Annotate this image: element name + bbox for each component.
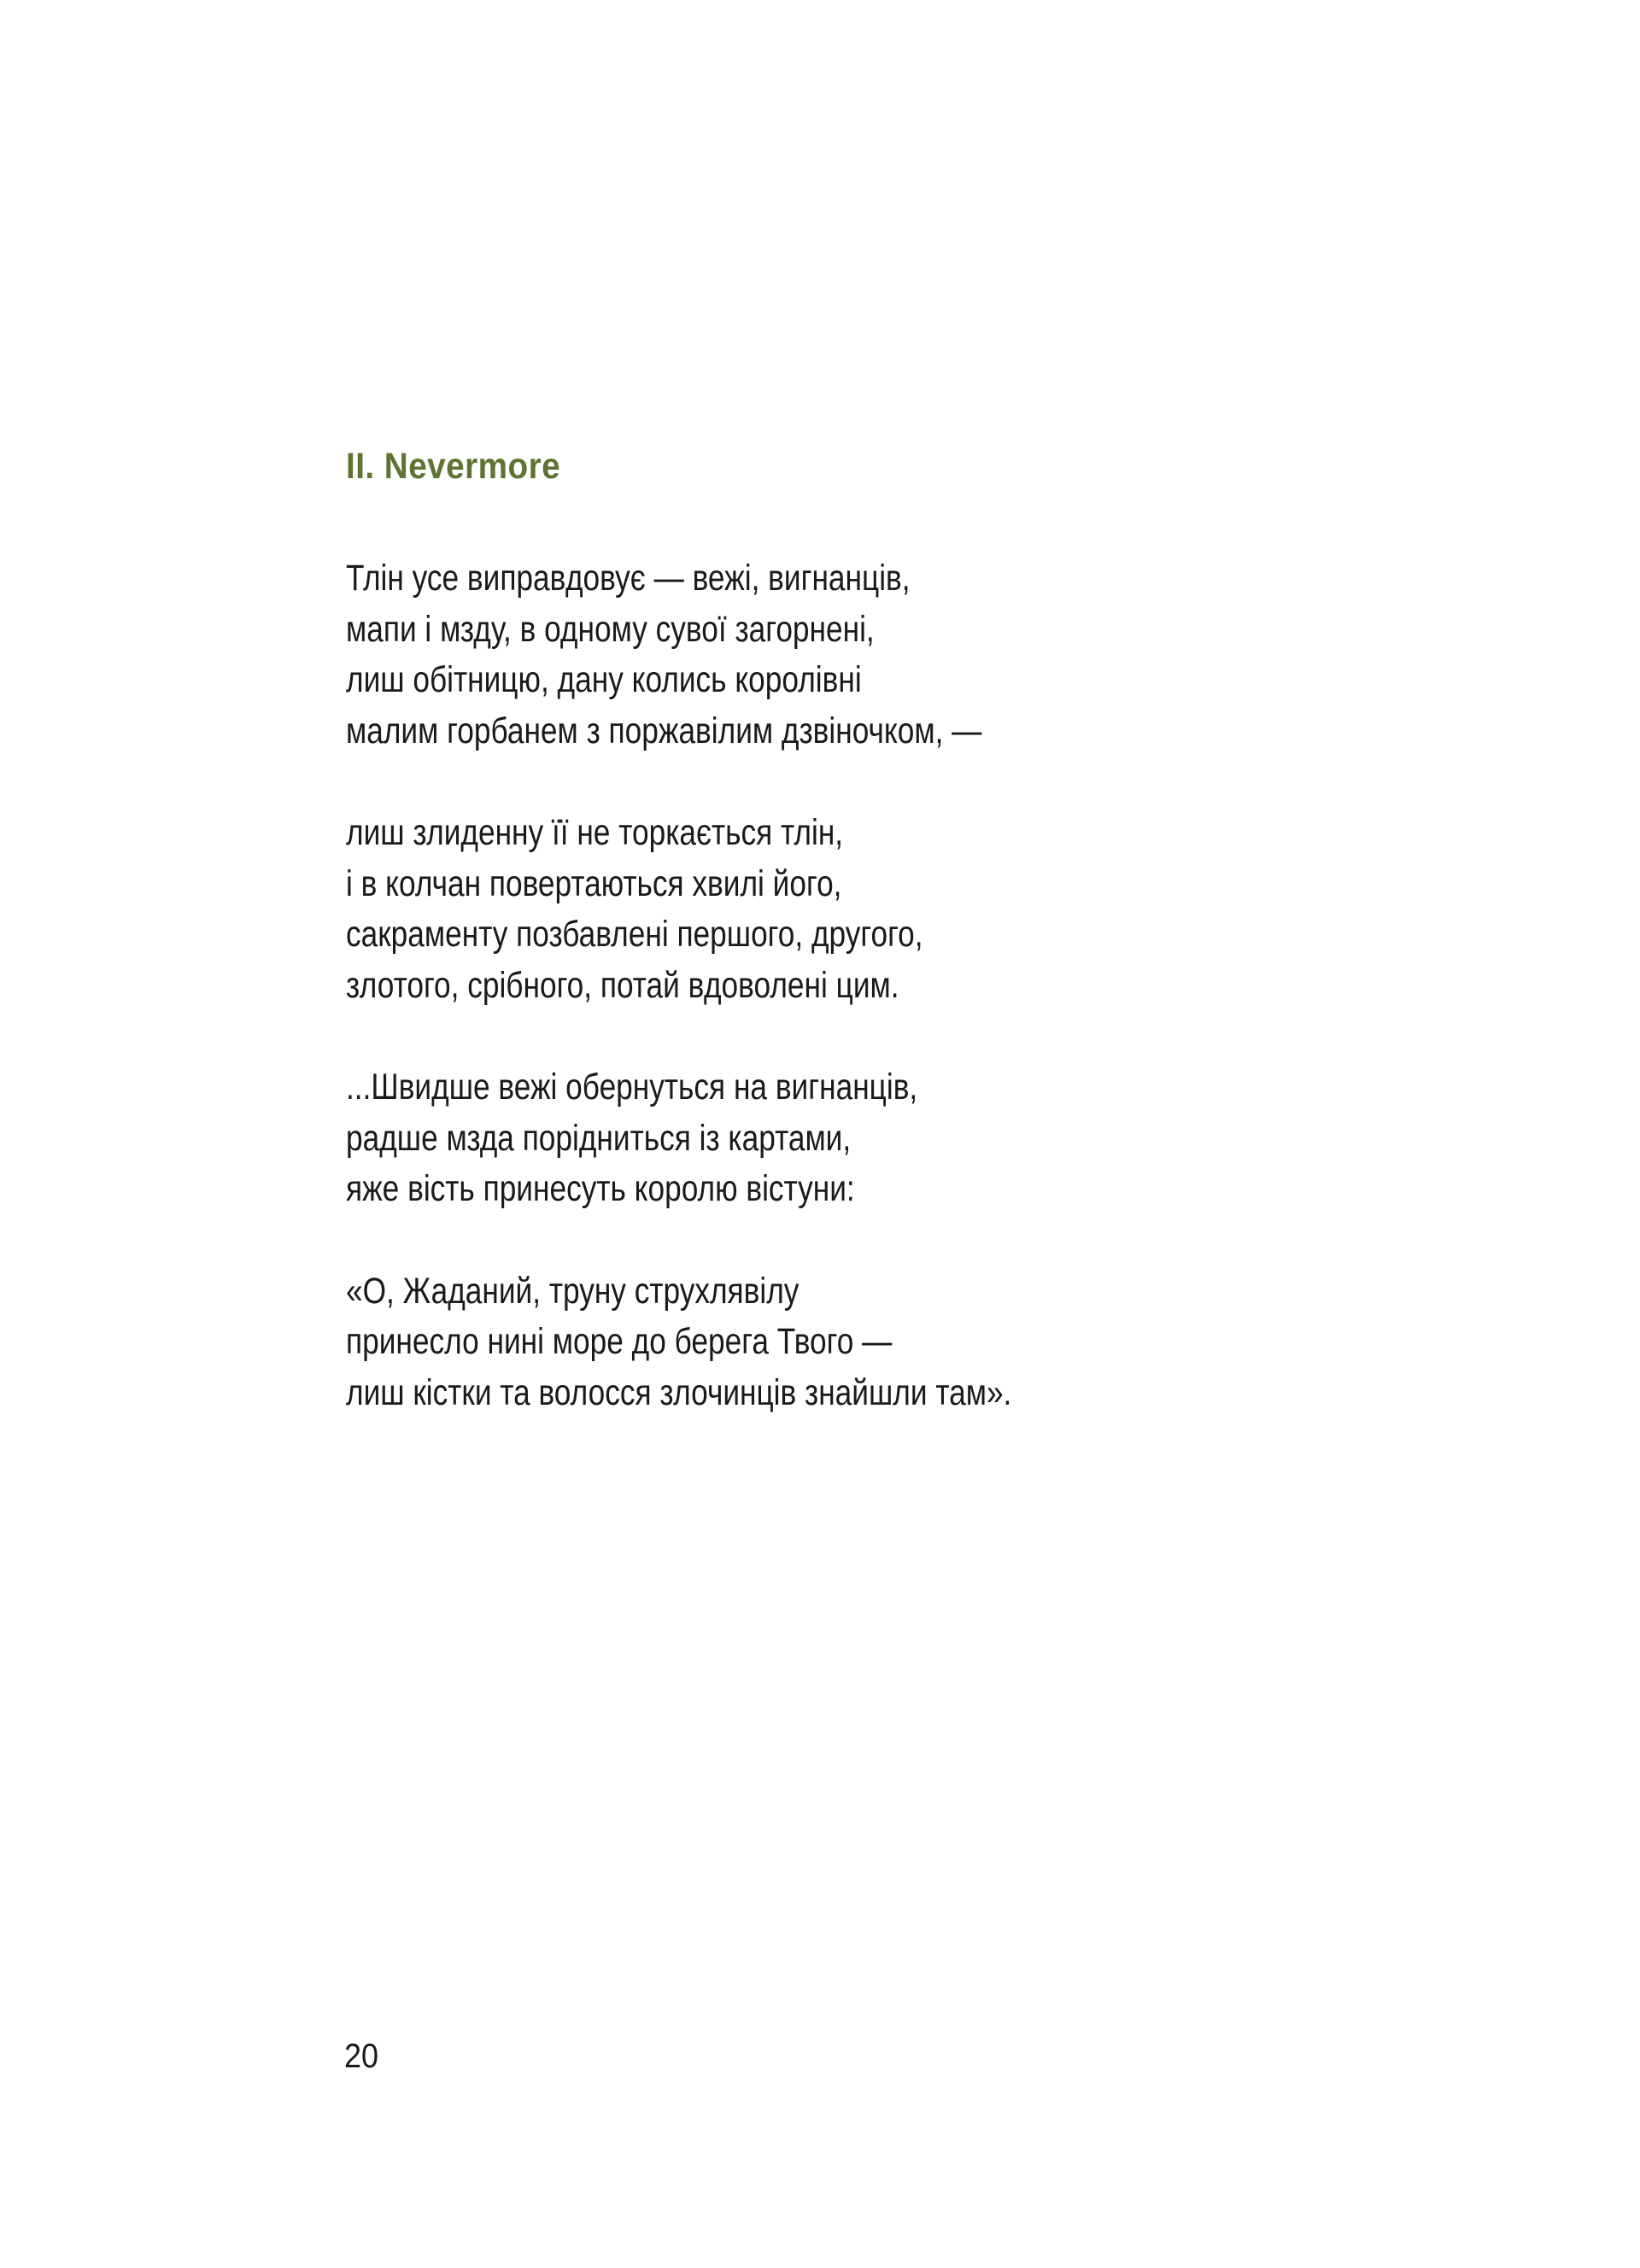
poem-line: принесло нині море до берега Твого — xyxy=(346,1321,893,1362)
poem-line: яже вість принесуть королю вістуни: xyxy=(346,1168,855,1209)
poem-line: лиш кістки та волосся злочинців знайшли там». xyxy=(346,1371,1012,1413)
poem-line: «О, Жаданий, труну струхлявілу xyxy=(346,1270,800,1312)
stanza-3 xyxy=(346,1062,1011,1215)
stanza-4 xyxy=(346,1266,1011,1419)
poem-line: малим горбанем з поржавілим дзвіночком, — xyxy=(346,710,982,751)
poem-title: II. Nevermore xyxy=(346,446,561,487)
poem-line: ...Швидше вежі обернуться на вигнанців, xyxy=(346,1067,918,1108)
poem-body xyxy=(346,553,1011,1470)
page-number: 20 xyxy=(344,2037,379,2075)
poem-line: Тлін усе виправдовує — вежі, вигнанців, xyxy=(346,558,911,599)
poem-line: і в колчан повертаються хвилі його, xyxy=(346,862,842,904)
poem-line: лиш злиденну її не торкається тлін, xyxy=(346,812,844,853)
poem-line: лиш обітницю, дану колись королівні xyxy=(346,659,862,700)
stanza-1 xyxy=(346,553,1011,757)
stanza-2 xyxy=(346,808,1011,1011)
poem-line: радше мзда порідниться із картами, xyxy=(346,1117,852,1159)
poem-line: злотого, срібного, потай вдоволені цим. xyxy=(346,964,899,1006)
poem-line: сакраменту позбавлені першого, другого, xyxy=(346,914,923,955)
poem-line: мапи і мзду, в одному сувої загорнені, xyxy=(346,608,875,650)
